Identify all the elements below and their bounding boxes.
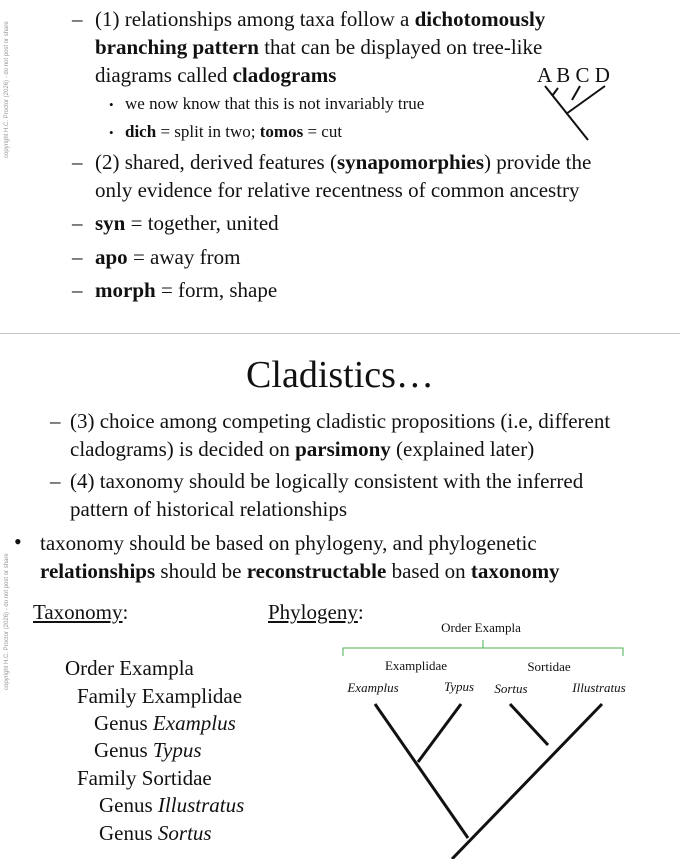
point1-line1: (1) relationships among taxa follow a dichotomously xyxy=(95,7,546,31)
order-bracket xyxy=(343,640,623,656)
point3-line: syn = together, united xyxy=(95,211,279,235)
sub-bullet: • xyxy=(109,97,114,112)
point1-line3: diagrams called cladograms xyxy=(95,63,337,87)
point1-line2: branching pattern that can be displayed on tree-like xyxy=(95,35,543,59)
dash: – xyxy=(72,245,83,269)
phylogeny-tree xyxy=(330,612,640,859)
tree-order-label: Order Exampla xyxy=(441,620,521,635)
tree-family-1-label: Examplidae xyxy=(384,658,448,673)
point4-line: apo = away from xyxy=(95,245,241,269)
tree-branches xyxy=(375,704,602,859)
mini-tree-labels: A B C D xyxy=(537,63,610,87)
point4-line2: pattern of historical relationships xyxy=(70,497,348,521)
slide-title: Cladistics… xyxy=(246,354,434,396)
tree-tip-3-label: Sortus xyxy=(494,681,528,696)
dash: – xyxy=(50,409,61,433)
phylogeny-heading: Phylogeny: xyxy=(268,600,364,624)
point3-line2: cladograms) is decided on parsimony (explained later) xyxy=(70,437,535,461)
taxonomy-genus-4: Genus Sortus xyxy=(99,821,212,845)
copyright-watermark-top: copyright H.C. Proctor (2026) - do not post or share xyxy=(4,21,10,158)
taxonomy-genus-3: Genus Illustratus xyxy=(99,793,245,817)
main-bullet: • xyxy=(14,529,22,554)
mini-cladogram xyxy=(530,80,620,150)
slide-divider xyxy=(0,333,680,334)
sub-point-1: we now know that this is not invariably true xyxy=(125,94,425,113)
dash: – xyxy=(72,150,83,174)
taxonomy-family-1: Family Examplidae xyxy=(77,684,243,708)
dash: – xyxy=(72,7,83,31)
bullet-line1: taxonomy should be based on phylogeny, and phylogenetic xyxy=(40,531,537,555)
tree-tip-1-label: Examplus xyxy=(347,680,399,695)
taxonomy-family-2: Family Sortidae xyxy=(77,766,212,790)
copyright-watermark-bottom: copyright H.C. Proctor (2026) - do not post or share xyxy=(4,553,10,690)
point4-line1: (4) taxonomy should be logically consistent with the inferred xyxy=(70,469,584,493)
point5-line: morph = form, shape xyxy=(95,278,278,302)
tree-family-2-label: Sortidae xyxy=(527,659,571,674)
dash: – xyxy=(72,278,83,302)
tree-tip-4-label: Illustratus xyxy=(572,680,626,695)
point2-line2: only evidence for relative recentness of common ancestry xyxy=(95,178,580,202)
dash: – xyxy=(50,469,61,493)
taxonomy-heading: Taxonomy: xyxy=(33,600,129,624)
taxonomy-genus-2: Genus Typus xyxy=(94,738,202,762)
point2-line1: (2) shared, derived features (synapomorphies) provide the xyxy=(95,150,592,174)
sub-bullet: • xyxy=(109,125,114,140)
tree-tip-2-label: Typus xyxy=(443,679,475,694)
sub-point-2: dich = split in two; tomos = cut xyxy=(125,122,343,141)
point3-line1: (3) choice among competing cladistic propositions (i.e, different xyxy=(70,409,611,433)
taxonomy-genus-1: Genus Examplus xyxy=(94,711,236,735)
dash: – xyxy=(72,211,83,235)
taxonomy-order: Order Exampla xyxy=(65,656,194,680)
bullet-line2: relationships should be reconstructable based on taxonomy xyxy=(40,559,560,583)
